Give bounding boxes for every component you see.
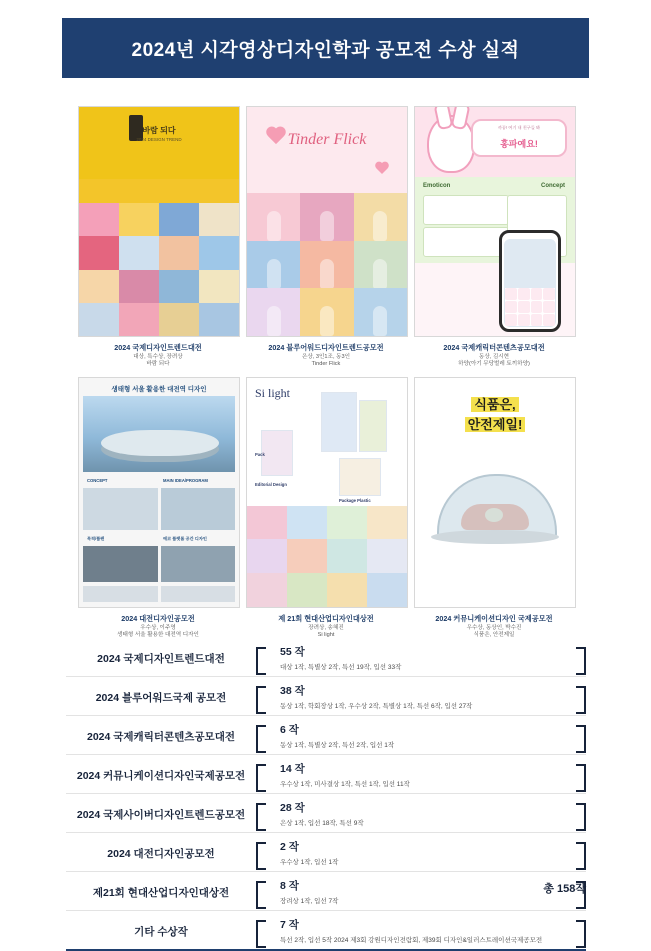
poster-title: 2024 국제캐릭터콘텐츠공모대전: [443, 343, 545, 352]
award-count: 8 작: [280, 880, 299, 892]
award-detail: 은상 1작, 입선 18작, 특선 9작: [280, 820, 364, 827]
poster-subtitle-2: Si light: [317, 632, 335, 639]
poster-3-label-emoticon: Emoticon: [423, 183, 451, 189]
awards-table: [66, 638, 586, 951]
poster-card[interactable]: [246, 106, 406, 369]
page-title: 2024년 시각영상디자인학과 공모전 수상 실적: [131, 39, 520, 61]
poster-3-label-concept: Concept: [541, 183, 565, 189]
poster-caption: [78, 343, 238, 369]
plate: [431, 530, 559, 544]
award-value: [256, 683, 586, 710]
poster-subtitle-1: 은상, 3인1조, 동3인: [302, 353, 350, 360]
award-value: [256, 644, 586, 671]
award-name: 2024 블루어워드국제 공모전: [95, 692, 227, 704]
poster-caption: [246, 614, 406, 640]
table-row: [66, 794, 586, 833]
poster-thumbnail-4: [78, 377, 240, 608]
poster-2-art-heading: Tinder Flick: [287, 131, 367, 148]
poster-card[interactable]: [414, 106, 574, 369]
poster-4-section-4: 에코 플랫폼 공간 디자인: [163, 535, 207, 541]
speech-bubble: [471, 119, 567, 157]
poster-subtitle-2: 바람 되다: [146, 361, 170, 368]
poster-title: 제 21회 현대산업디자인대상전: [278, 613, 374, 623]
poster-6-art-line1: 식품은,: [415, 394, 575, 413]
poster-2-collage: [247, 193, 407, 336]
award-name: 2024 국제사이버디자인트렌드공모전: [76, 809, 246, 821]
poster-subtitle-1: 우수상, 동상인, 박수진: [466, 624, 522, 631]
award-count: 2 작: [280, 841, 299, 853]
award-name: 제21회 현대산업디자인대상전: [92, 887, 230, 899]
poster-4-section-1: CONCEPT: [87, 477, 108, 483]
render-image: [83, 396, 235, 472]
awards-total: 총 158작: [543, 883, 586, 895]
award-value: [256, 722, 586, 749]
poster-title: 2024 블루어워드디자인트렌드공모전: [268, 343, 384, 352]
poster-card[interactable]: [78, 106, 238, 369]
award-name: 2024 대전디자인공모전: [107, 848, 215, 860]
bunny-character-icon: [427, 115, 475, 173]
poster-6-art-line2: 안전제일!: [415, 414, 575, 433]
poster-thumbnail-1: 바람 되다 2024 DESIGN TREND: [78, 106, 240, 337]
award-detail: 대상 1작, 특별상 2작, 특선 19작, 입선 33작: [280, 664, 402, 671]
poster-subtitle-1: 장려상, 송혜진: [308, 624, 344, 631]
poster-caption: [78, 614, 238, 640]
poster-subtitle-2: 하양(아기 무당벌레 토끼하양): [458, 361, 530, 368]
award-detail: 우수상 1작, 미사결상 1작, 특선 1작, 입선 11작: [280, 781, 410, 788]
poster-grid: [78, 106, 576, 640]
poster-card[interactable]: [246, 377, 406, 640]
table-row: [66, 833, 586, 872]
table-row: [66, 716, 586, 755]
table-row: [66, 911, 586, 951]
phone-mockup: [499, 230, 561, 332]
poster-3-art-sub: 까꿍! 여기 내 친구들 봐: [497, 125, 541, 130]
poster-subtitle-1: 대상, 특수상, 장려상: [133, 353, 183, 360]
award-detail: 우수상 1작, 입선 1작: [280, 859, 339, 866]
poster-thumbnail-3: [414, 106, 576, 337]
award-name: 2024 커뮤니케이션디자인국제공모전: [76, 770, 246, 782]
poster-4-section-2: MAIN IDEA/PROGRAM: [163, 477, 208, 483]
poster-caption: [246, 343, 406, 369]
award-name: 기타 수상작: [134, 926, 188, 938]
poster-1-collage: [79, 203, 239, 336]
poster-card[interactable]: [78, 377, 238, 640]
award-detail: 동상 1작, 학회장상 1작, 우수상 2작, 특별상 1작, 특선 6작, 입선 27작: [280, 703, 473, 710]
award-count: 28 작: [280, 802, 305, 814]
table-row: [66, 755, 586, 794]
award-count: 6 작: [280, 724, 299, 736]
poster-5-collage: [247, 506, 407, 607]
poster-subtitle-1: 우수상, 이주영: [140, 624, 176, 631]
poster-thumbnail-2: [246, 106, 408, 337]
poster-thumbnail-6: [414, 377, 576, 608]
award-name: 2024 국제캐릭터콘텐츠공모대전: [87, 731, 235, 743]
award-value: [256, 800, 586, 827]
poster-1-art-heading: 바람 되다: [142, 126, 176, 135]
award-value: [256, 917, 586, 944]
poster-title: 2024 국제디자인트렌드대전: [114, 343, 202, 352]
poster-5-section-3: Package Plastic: [339, 497, 371, 503]
award-count: 7 작: [280, 919, 299, 931]
poster-card[interactable]: [414, 377, 574, 640]
award-detail: 특선 2작, 입선 5작 2024 제3회 강원디자인전람회, 제39회 디자인&일러스트레이션국제공모전: [280, 937, 543, 944]
heart-icon: [374, 162, 389, 176]
award-detail: 장려상 1작, 입선 7작: [280, 898, 339, 905]
poster-subtitle-2: Tinder Flick: [311, 361, 341, 368]
poster-thumbnail-5: [246, 377, 408, 608]
poster-subtitle-2: 생태형 서울 활용한 대전역 디자인: [117, 632, 199, 639]
award-value: [256, 761, 586, 788]
poster-caption: [414, 614, 574, 640]
poster-subtitle-2: 식품은, 안전제일: [473, 632, 515, 639]
poster-5-section-1: Pack: [255, 451, 265, 457]
table-row: [66, 638, 586, 677]
award-name: 2024 국제디자인트렌드대전: [97, 653, 225, 665]
poster-caption: [414, 343, 574, 369]
award-value: [256, 839, 586, 866]
poster-3-art-heading: 홍파예요!: [500, 139, 538, 149]
poster-4-section-3: 목적/플랜: [87, 535, 105, 541]
award-count: 55 작: [280, 646, 305, 658]
poster-subtitle-1: 동상, 김시현: [478, 353, 510, 360]
award-detail: 동상 1작, 특별상 2작, 특선 2작, 입선 1작: [280, 742, 395, 749]
poster-5-art-heading: Si light: [255, 385, 291, 400]
page-header: [62, 18, 589, 78]
award-count: 14 작: [280, 763, 305, 775]
poster-title: 2024 커뮤니케이션디자인 국제공모전: [435, 613, 553, 623]
poster-title: 2024 대전디자인공모전: [121, 613, 195, 623]
poster-5-section-2: Editorial Design: [255, 481, 287, 487]
award-count: 38 작: [280, 685, 305, 697]
table-row: [66, 677, 586, 716]
poster-4-art-heading: 생태형 서울 활용한 대전역 디자인: [111, 385, 207, 393]
